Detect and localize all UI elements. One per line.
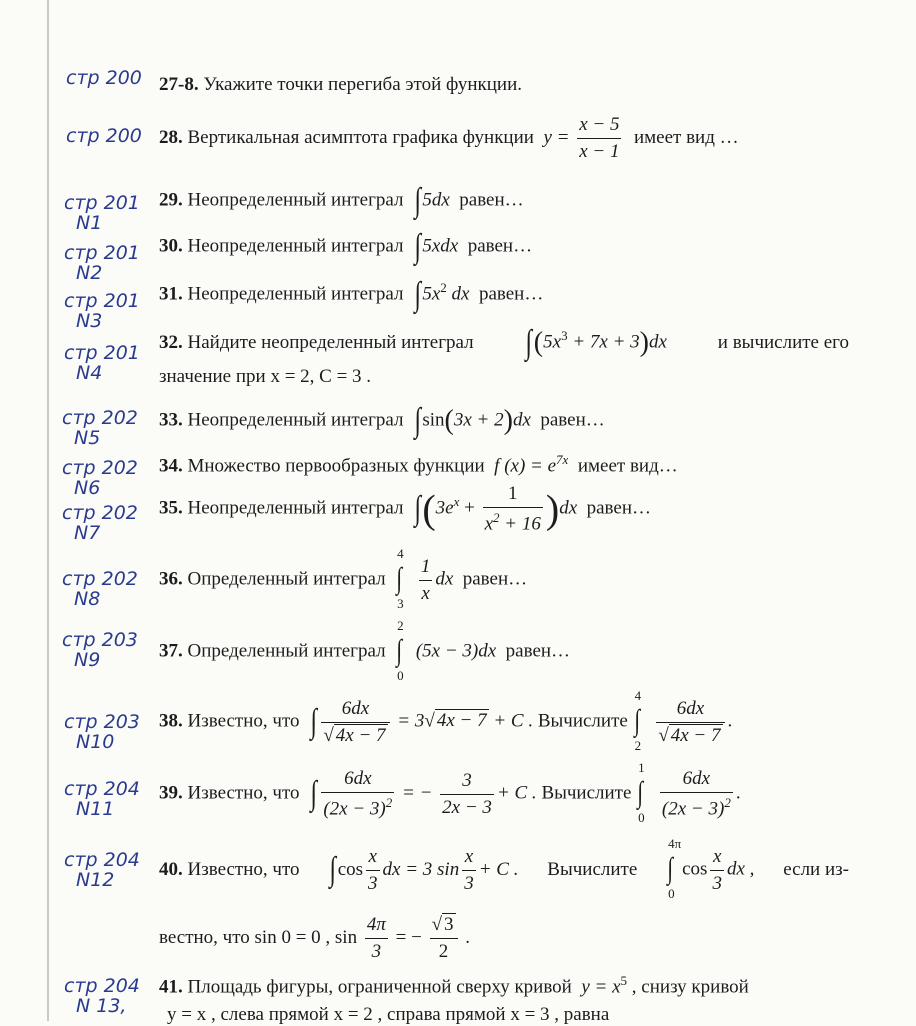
problem-33: 33. Неопределенный интеграл ∫sin(3x + 2)dx равен… [159,402,605,439]
problem-36: 36. Определенный интеграл 4 ∫ 3 $\frac{1}{x}$ dx равен… [159,546,528,611]
problem-30: 30. Неопределенный интеграл ∫5xdx равен… [159,228,533,265]
margin-note: стр 204 N11 [64,778,140,820]
margin-note: стр 201 N4 [64,342,140,384]
problem-41: 41. Площадь фигуры, ограниченной сверху кривой $y = x^5$ , снизу кривой y = x , слева прямой x = 2 , справа прямой x = 3 , равна [159,973,749,1026]
problem-37: 37. Определенный интеграл 2 ∫ 0 (5x − 3)dx равен… [159,618,571,683]
margin-note: стр 204 N 13, [64,975,140,1017]
page-edge-line [47,0,49,1021]
margin-note: стр 201 N2 [64,242,140,284]
problem-39: 39. Известно, что ∫ $\frac{6dx}{(2x - 3)^2}$ = − $\frac{3}{2x - 3}$ + C . Вычислите 1 ∫ 0 $\frac{6dx}{(2x - 3)^2}$ . [159,760,741,825]
problem-32: 32. Найдите неопределенный интеграл $\int(5x^3 + 7x + 3)dx$ и вычислите его значение при x = 2, C = 3 . [159,324,849,387]
margin-note: стр 202 N5 [62,407,138,449]
problem-38: 38. Известно, что ∫ $\frac{6dx}{√ 4x - 7}$ = 3√ 4x − 7 + C . Вычислите 4 ∫ 2 $\frac{6dx}{√ 4x - 7}$ . [159,688,733,753]
problem-35: 35. Неопределенный интеграл $\int(3e^x$ + $\frac{1}{x^2 + 16}$ )dx равен… [159,483,652,535]
problem-28: 28. Вертикальная асимптота графика функции y = $\frac{x - 5}{x - 1}$ имеет вид … [159,114,739,162]
problem-29: 29. Неопределенный интеграл ∫5dx равен… [159,182,524,219]
margin-note: стр 204 N12 [64,849,140,891]
margin-note: стр 202 N7 [62,502,138,544]
margin-note: стр 201 N1 [64,192,140,234]
problem-34: 34. Множество первообразных функции f $(x) = e^{7x}$ имеет вид… [159,452,678,477]
margin-note: стр 200 [66,67,142,89]
problem-27-8: 27-8. Укажите точки перегиба этой функции. [159,74,522,95]
margin-note: стр 203 N10 [64,711,140,753]
margin-note: стр 200 [66,125,142,147]
margin-note: стр 202 N6 [62,457,138,499]
problem-40: 40. Известно, что ∫cos $\frac{x}{3}$ dx = 3 sin $\frac{x}{3}$ + C . Вычислите 4π ∫ 0 cos $\frac{x}{3}$ dx , если из- вестно, что sin 0 = 0 , sin $\frac{4\pi}{3}$ = − $\frac{√ 3}{2}$ . [159,836,849,962]
margin-note: стр 201 N3 [64,290,140,332]
problem-31: 31. Неопределенный интеграл $\int 5x^2$ dx равен… [159,276,544,313]
margin-note: стр 203 N9 [62,629,138,671]
margin-note: стр 202 N8 [62,568,138,610]
